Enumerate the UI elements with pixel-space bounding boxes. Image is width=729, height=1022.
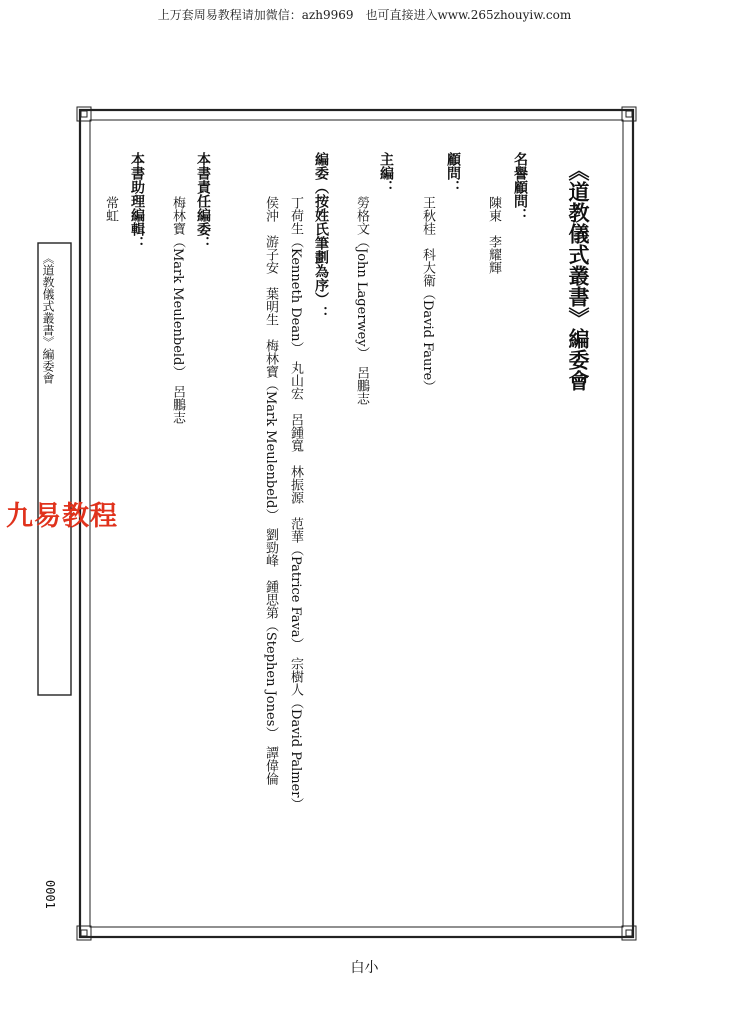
page-title: 《道教儀式叢書》編委會	[566, 160, 591, 391]
names-editorial-board-line-1: 丁荷生（Kenneth Dean） 丸山宏 呂鍾寬 林振源 范華（Patrice Fava） 宗樹人（David Palmer）	[288, 196, 303, 811]
label-assistant-editor: 本書助理編輯：	[129, 152, 145, 250]
names-editorial-board-line-2: 侯沖 游子安 葉明生 梅林寶（Mark Meulenbeld） 劉勁峰 鍾思第（Stephen Jones） 譚偉倫	[263, 196, 278, 785]
watermark-text: 九易教程	[6, 501, 118, 532]
side-label: 《道教儀式叢書》編委會	[41, 252, 55, 384]
header-text: 上万套周易教程请加微信：azh9969 也可直接进入www.265zhouyiw.com	[157, 8, 572, 22]
page-caption: 白小	[350, 960, 379, 976]
names-advisors: 王秋桂 科大衛（David Faure）	[420, 196, 435, 394]
names-assistant-editor: 常虹	[103, 196, 118, 222]
page-number: 0001	[43, 880, 57, 909]
label-editorial-board: 編委（按姓氏筆劃為序）：	[313, 152, 329, 320]
names-volume-editors: 梅林寶（Mark Meulenbeld） 呂鵬志	[170, 196, 185, 424]
label-chief-editors: 主編：	[378, 152, 394, 194]
names-chief-editors: 勞格文（John Lagerwey） 呂鵬志	[354, 196, 369, 406]
names-honorary-advisors: 陳東 李耀輝	[486, 196, 501, 274]
label-volume-editors: 本書責任編委：	[195, 152, 211, 250]
label-honorary-advisors: 名譽顧問：	[512, 152, 528, 222]
label-advisors: 顧問：	[445, 152, 461, 194]
